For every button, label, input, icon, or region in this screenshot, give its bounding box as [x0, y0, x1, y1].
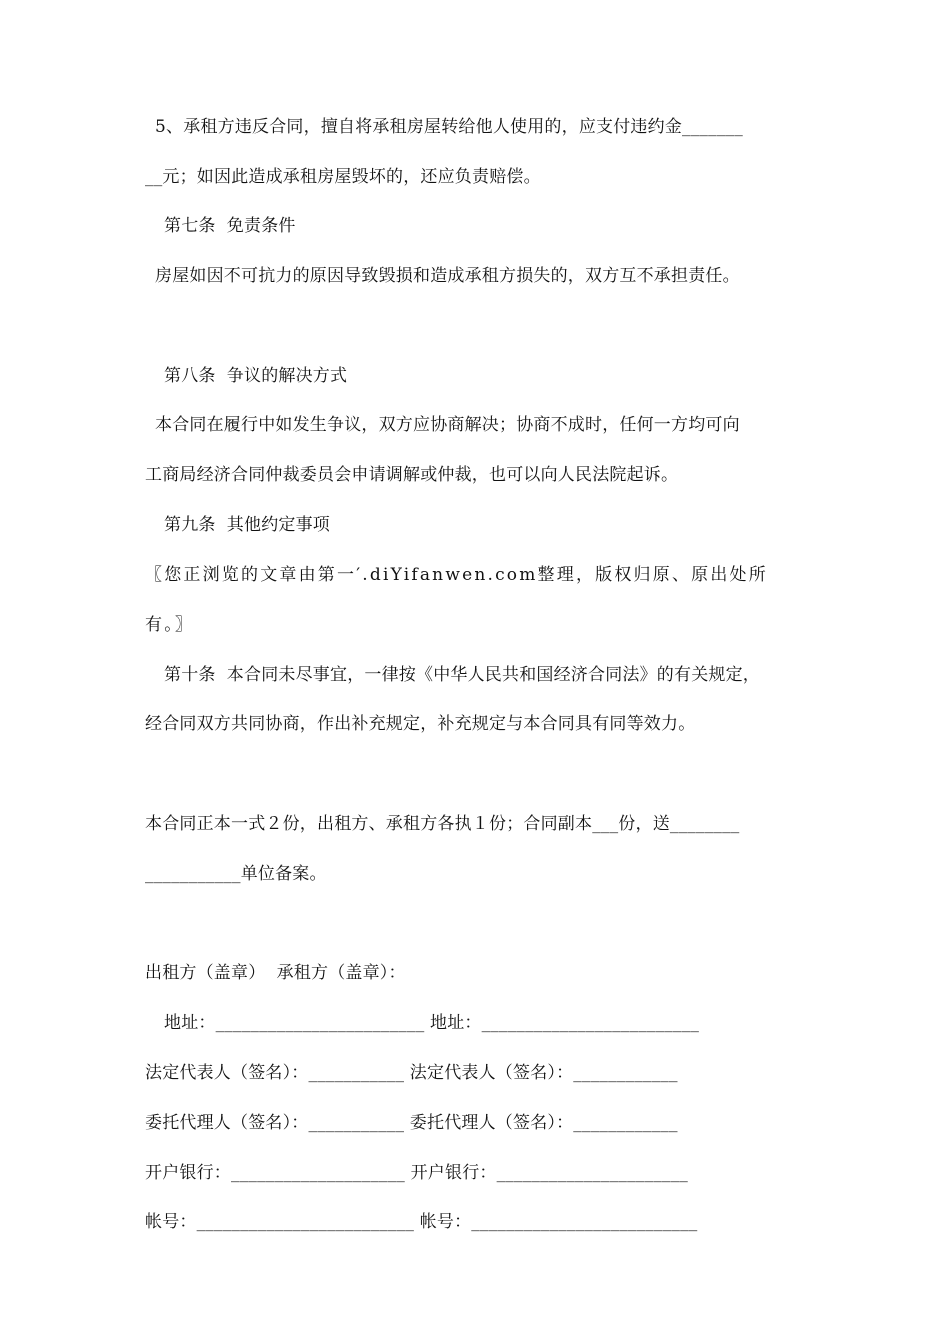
source-notice-line-1: 〖您正浏览的文章由第一′.diYifanwen.com整理，版权归原、原出处所: [145, 565, 768, 585]
article-7-heading: 第七条 免责条件: [164, 216, 296, 236]
article-8-heading: 第八条 争议的解决方式: [164, 366, 348, 386]
copies-line-1: 本合同正本一式２份，出租方、承租方各执１份；合同副本___份，送________: [145, 814, 740, 834]
signature-parties: 出租方（盖章） 承租方（盖章）：: [145, 963, 406, 983]
signature-address-line: 地址：________________________ 地址：_________________________: [164, 1013, 700, 1033]
clause-5-line-2: __元；如因此造成承租房屋毁坏的，还应负责赔偿。: [145, 167, 541, 187]
article-7-body: 房屋如因不可抗力的原因导致毁损和造成承租方损失的，双方互不承担责任。: [155, 266, 740, 286]
article-8-body-line-2: 工商局经济合同仲裁委员会申请调解或仲裁，也可以向人民法院起诉。: [145, 465, 679, 485]
signature-bank-line: 开户银行：____________________ 开户银行：______________________: [145, 1163, 689, 1183]
clause-5-line-1: 5、承租方违反合同，擅自将承租房屋转给他人使用的，应支付违约金_______: [155, 117, 743, 137]
signature-account-line: 帐号：_________________________ 帐号：__________________________: [145, 1212, 698, 1232]
signature-agent-line: 委托代理人（签名）：___________ 委托代理人（签名）：____________: [145, 1113, 678, 1133]
signature-legal-representative-line: 法定代表人（签名）：___________ 法定代表人（签名）：____________: [145, 1063, 678, 1083]
source-notice-line-2: 有。〗: [145, 615, 195, 635]
article-10-line-1: 第十条 本合同未尽事宜，一律按《中华人民共和国经济合同法》的有关规定，: [164, 665, 761, 685]
article-9-heading: 第九条 其他约定事项: [164, 515, 331, 535]
article-8-body-line-1: 本合同在履行中如发生争议，双方应协商解决；协商不成时，任何一方均可向: [155, 415, 740, 435]
article-10-line-2: 经合同双方共同协商，作出补充规定，补充规定与本合同具有同等效力。: [145, 714, 696, 734]
copies-line-2: ___________单位备案。: [145, 864, 327, 884]
